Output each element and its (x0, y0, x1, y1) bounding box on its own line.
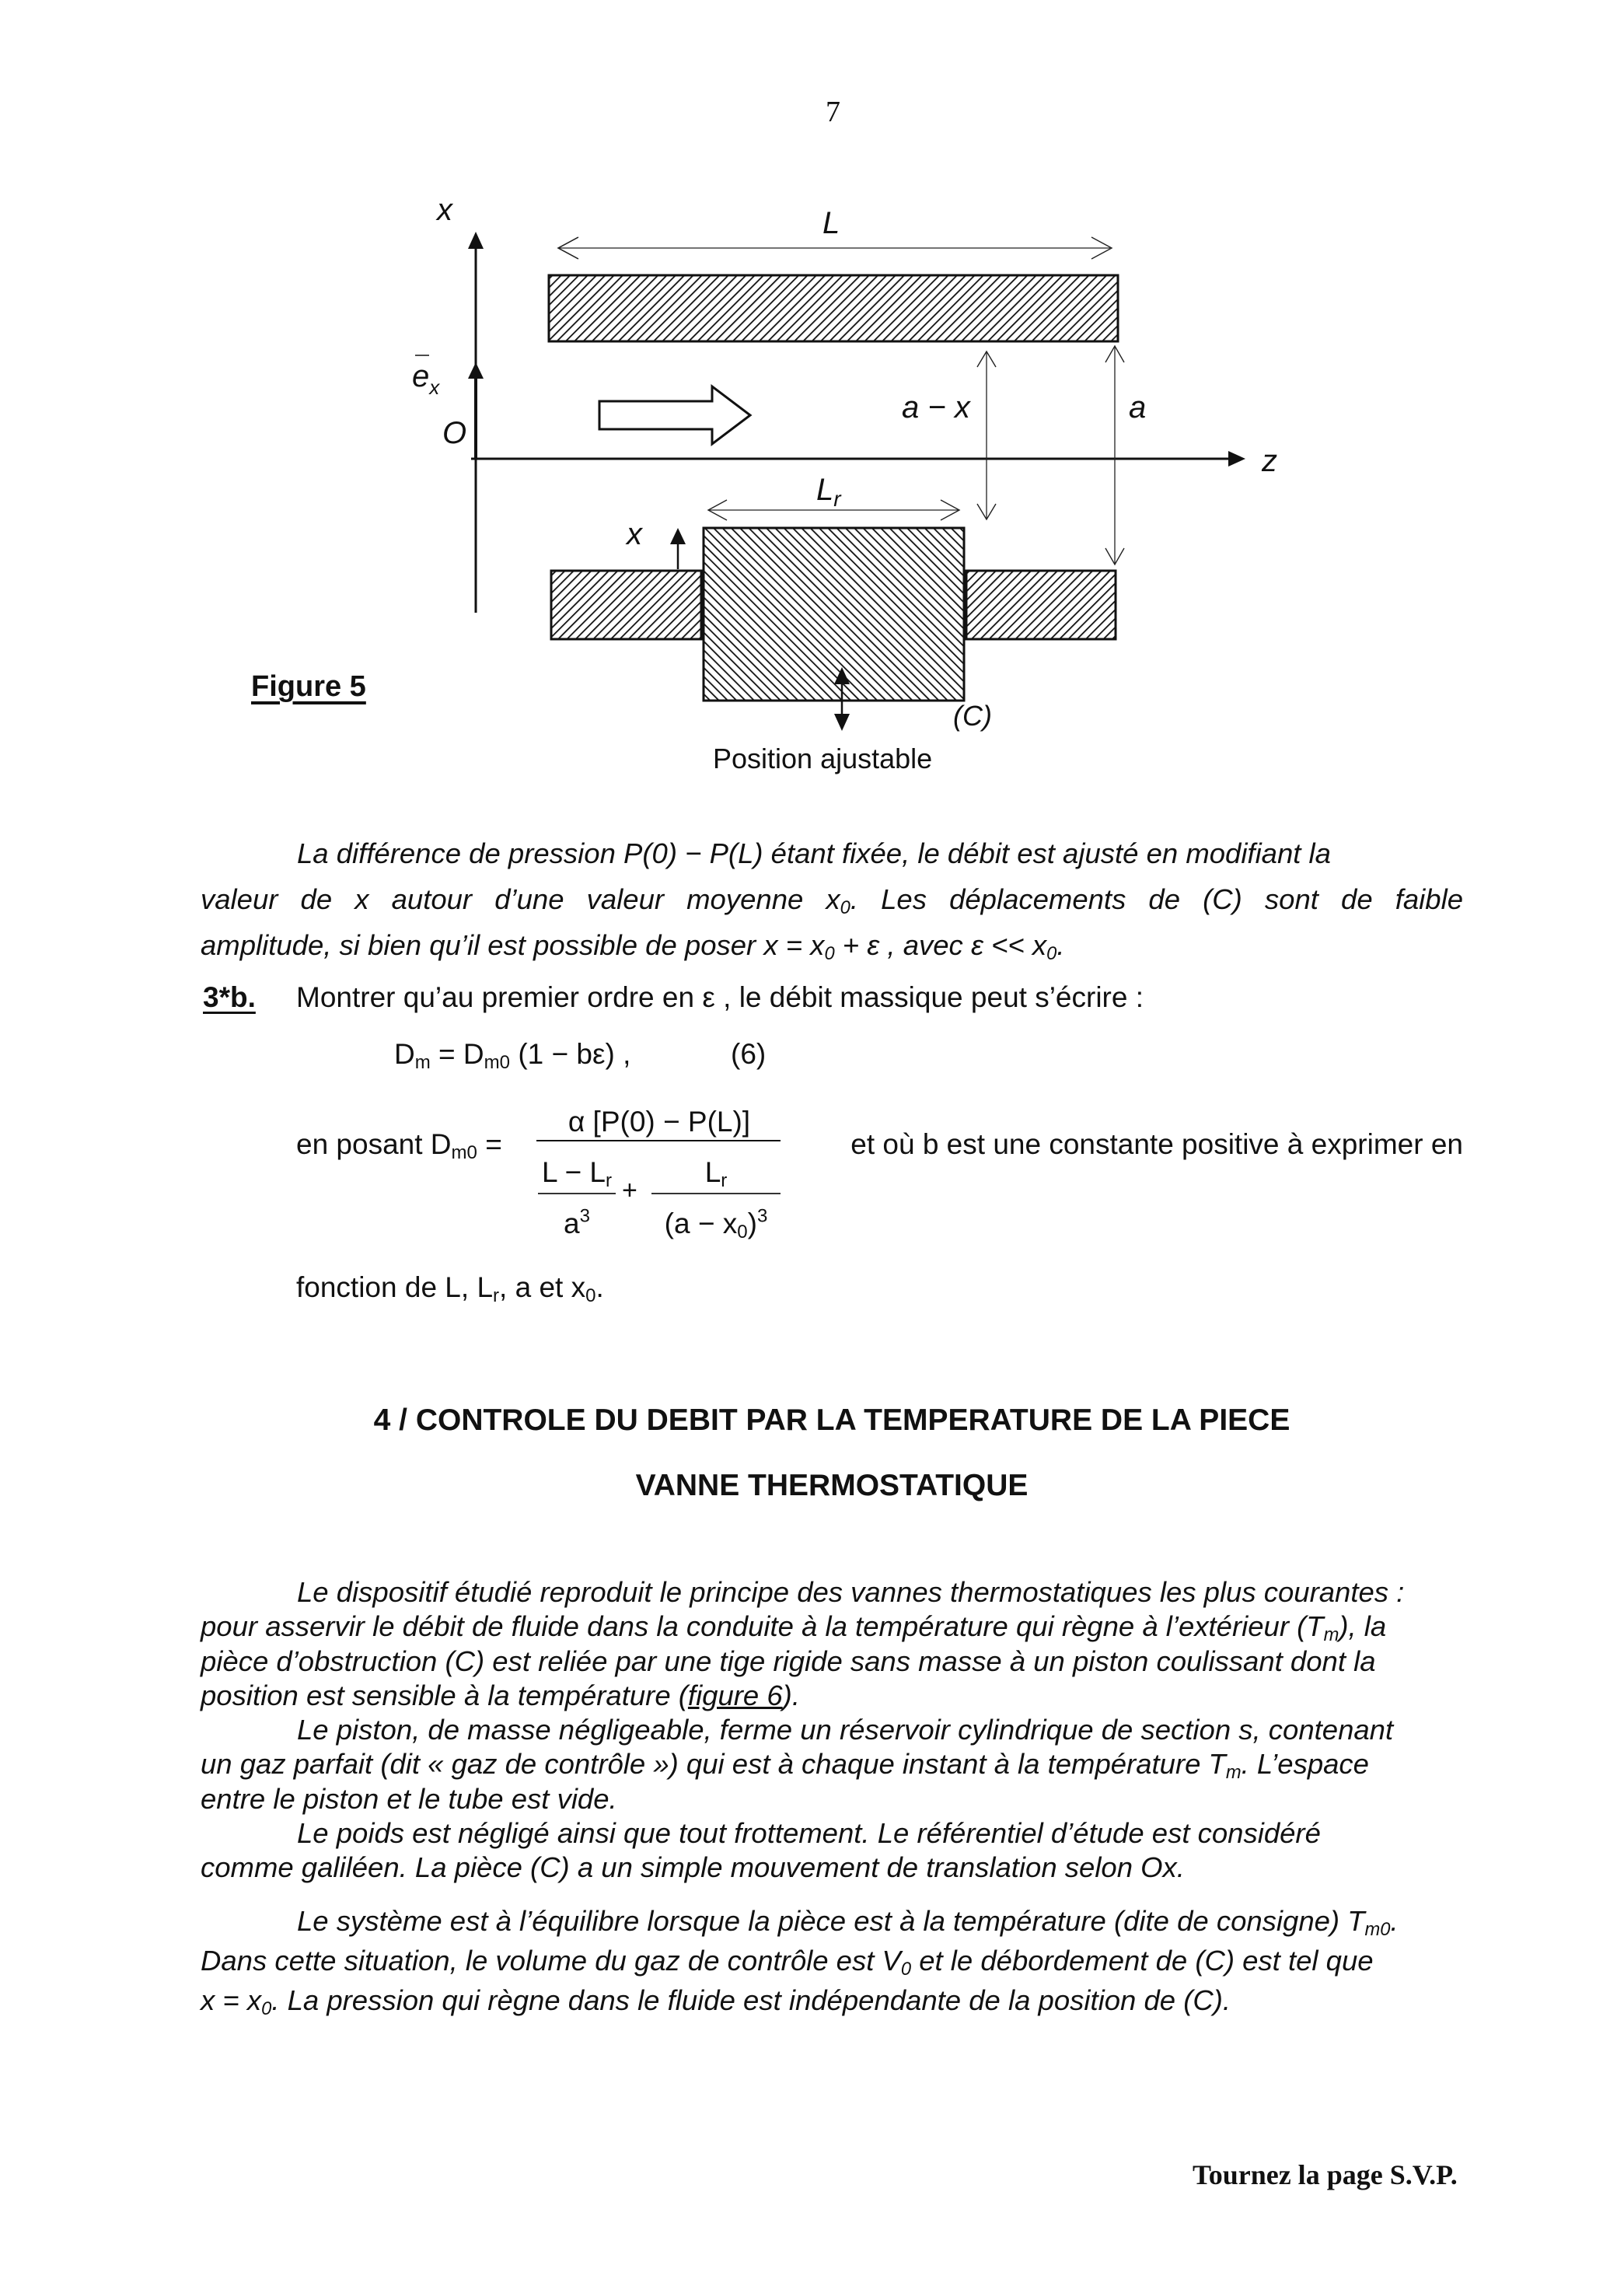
p4-line-2-end: et le débordement de (C) est tel que (919, 1945, 1374, 1977)
section-paragraph-4 (201, 1901, 1463, 2020)
section-heading-line-1: 4 / CONTROLE DU DEBIT PAR LA TEMPERATURE DE LA PIECE (373, 1403, 1290, 1437)
closing-b: , a et x (499, 1271, 586, 1303)
definition-suffix: et où b est une constante positive à exprimer en (850, 1128, 1463, 1160)
eq-rhs-sub: m0 (484, 1052, 511, 1073)
question-closing (296, 1271, 604, 1304)
p1-line-2 (201, 1610, 1463, 1644)
p4-line-1 (201, 1901, 1463, 1941)
term1-num-text: L − L (542, 1156, 606, 1188)
section-heading (0, 1388, 1624, 1519)
p1-line-2-text: pour asservir le débit de fluide dans la conduite à la température qui règne à l’extérieur (T (201, 1610, 1324, 1643)
p3-line-2 (201, 1851, 1463, 1885)
p2-line-1-text: Le piston, de masse négligeable, ferme un réservoir cylindrique de section s, contenant (297, 1714, 1394, 1746)
unit-vector-label: $e_x$ (412, 359, 440, 399)
closing-dot: . (595, 1271, 604, 1303)
term1-bar (538, 1193, 616, 1194)
equation-number: (6) (731, 1038, 767, 1070)
term2-bar (651, 1193, 781, 1194)
definition-prefix (296, 1128, 502, 1161)
displacement-x-arrowhead (670, 528, 686, 544)
gap-a-label: a (1129, 390, 1147, 425)
p3-line-2-text: comme galiléen. La pièce (C) a un simple mouvement de translation selon Ox. (201, 1851, 1185, 1884)
fraction-numerator: α [P(0) − P(L)] (568, 1106, 751, 1138)
p1-line-4-text: position est sensible à la température ( (201, 1679, 688, 1711)
p1-line-1 (201, 1575, 1463, 1610)
intro-line-3-c: . (1056, 929, 1065, 961)
p4-line-1-text: Le système est à l’équilibre lorsque la pièce est à la température (dite de consigne) T (297, 1905, 1365, 1937)
top-wall (549, 275, 1118, 341)
x0-subscript: 0 (585, 1285, 596, 1306)
p4-line-2-text: Dans cette situation, le volume du gaz de contrôle est V (201, 1945, 901, 1977)
intro-line-2 (201, 876, 1463, 922)
x0-subscript: 0 (1046, 943, 1057, 964)
intro-line-1 (201, 830, 1463, 876)
axis-z-label: z (1262, 444, 1277, 478)
eq-rhs: (1 − bε) , (510, 1038, 631, 1070)
p3-line-1 (201, 1816, 1463, 1851)
flow-direction-arrow (599, 386, 750, 444)
figure-5-diagram (0, 0, 1624, 778)
term2-numerator (651, 1156, 781, 1189)
intro-line-1-text: La différence de pression P(0) − P(L) étant fixée, le débit est ajusté en modifiant la (297, 837, 1331, 869)
p1-line-1-text: Le dispositif étudié reproduit le principe des vannes thermostatiques les plus courantes : (297, 1576, 1405, 1608)
gap-a-minus-x-label: a − x (902, 390, 970, 425)
definition-equals: = (477, 1128, 502, 1160)
term2-denominator (651, 1205, 781, 1243)
p2-line-2-text: un gaz parfait (dit « gaz de contrôle ») qui est à chaque instant à la température T (201, 1748, 1226, 1781)
term1-denominator (538, 1205, 616, 1240)
eq-equals: = D (430, 1038, 484, 1070)
tm-subscript: m (1225, 1763, 1242, 1784)
piece-c-label: (C) (953, 700, 992, 732)
p2-line-3 (201, 1782, 1463, 1816)
plus-sign: + (622, 1176, 637, 1205)
eq-lhs-sub: m (414, 1052, 431, 1073)
closing-a: fonction de L, L (296, 1271, 494, 1303)
x0-subscript: 0 (737, 1222, 748, 1243)
lr-subscript: r (721, 1170, 728, 1191)
p4-line-3 (201, 1980, 1463, 2020)
bottom-wall-left (551, 571, 701, 639)
p2-line-3-text: entre le piston et le tube est vide. (201, 1782, 617, 1815)
p1-line-2-end: ), la (1339, 1610, 1387, 1643)
figure-caption: Figure 5 (251, 670, 366, 703)
position-ajustable-label: Position ajustable (713, 743, 933, 774)
definition-prefix-text: en posant D (296, 1128, 452, 1160)
lr-subscript: r (605, 1170, 612, 1191)
p2-line-1 (201, 1713, 1463, 1747)
v0-subscript: 0 (900, 1959, 912, 1980)
p4-line-3-text: x = x (201, 1984, 262, 2016)
intro-line-3-a: amplitude, si bien qu’il est possible de poser x = x (201, 929, 825, 961)
obstruction-piece-c (704, 528, 964, 701)
length-L-label: L (822, 206, 840, 240)
cube-superscript: 3 (579, 1205, 590, 1227)
x-axis-arrowhead (468, 232, 484, 249)
axis-x-label: x (437, 193, 452, 227)
fraction-bar (536, 1140, 781, 1141)
p2-line-2-end: . L’espace (1241, 1748, 1369, 1781)
eq-lhs: D (394, 1038, 415, 1070)
p4-line-1-end: . (1390, 1905, 1399, 1937)
origin-label: O (442, 416, 467, 450)
term2-den-close: ) (747, 1208, 757, 1239)
p1-line-4 (201, 1679, 1463, 1713)
x0-subscript: 0 (261, 1998, 272, 2019)
intro-line-2-b: . Les déplacements de (C) sont de faible (850, 883, 1463, 915)
x0-subscript: 0 (840, 897, 850, 918)
x0-subscript: 0 (824, 943, 835, 964)
p1-line-3 (201, 1645, 1463, 1679)
question-label: 3*b. (203, 981, 256, 1013)
equation-6 (394, 1038, 630, 1071)
term1-den-text: a (564, 1208, 580, 1239)
figure-6-link[interactable]: figure 6 (687, 1679, 783, 1711)
z-axis-arrowhead (1228, 451, 1245, 467)
p4-line-2 (201, 1941, 1463, 1980)
dm0-subscript: m0 (451, 1142, 477, 1163)
section-paragraph-1 (201, 1575, 1463, 1886)
intro-line-3 (201, 922, 1463, 968)
cube-superscript: 3 (756, 1205, 768, 1227)
term2-den-text: (a − x (664, 1208, 738, 1239)
p1-line-4-end: ). (782, 1679, 800, 1711)
term1-numerator (538, 1156, 616, 1189)
length-Lr-label: $L_r$ (816, 473, 841, 511)
displacement-x-label: x (627, 517, 642, 551)
unit-vector-arrowhead (468, 362, 484, 379)
p2-line-2 (201, 1747, 1463, 1784)
section-heading-line-2: VANNE THERMOSTATIQUE (635, 1469, 1029, 1502)
page-number: 7 (826, 96, 840, 128)
tm-subscript: m (1323, 1625, 1339, 1646)
term2-num-text: L (704, 1156, 721, 1188)
lr-subscript: r (493, 1285, 500, 1306)
question-text: Montrer qu’au premier ordre en ε , le débit massique peut s’écrire : (296, 981, 1144, 1013)
bottom-wall-right (966, 571, 1116, 639)
footer-turn-page: Tournez la page S.V.P. (1193, 2159, 1458, 2190)
p1-line-3-text: pièce d’obstruction (C) est reliée par une tige rigide sans masse à un piston coulissant dont la (201, 1645, 1376, 1677)
intro-paragraph (201, 830, 1463, 968)
intro-line-3-b: + ε , avec ε << x (834, 929, 1047, 961)
tm0-subscript: m0 (1364, 1919, 1391, 1940)
p4-line-3-end: . La pression qui règne dans le fluide est indépendante de la position de (C). (271, 1984, 1231, 2016)
adjustable-down-arrowhead (834, 714, 850, 731)
p3-line-1-text: Le poids est négligé ainsi que tout frottement. Le référentiel d’étude est considéré (297, 1817, 1321, 1850)
intro-line-2-a: valeur de x autour d’une valeur moyenne x (201, 883, 840, 915)
